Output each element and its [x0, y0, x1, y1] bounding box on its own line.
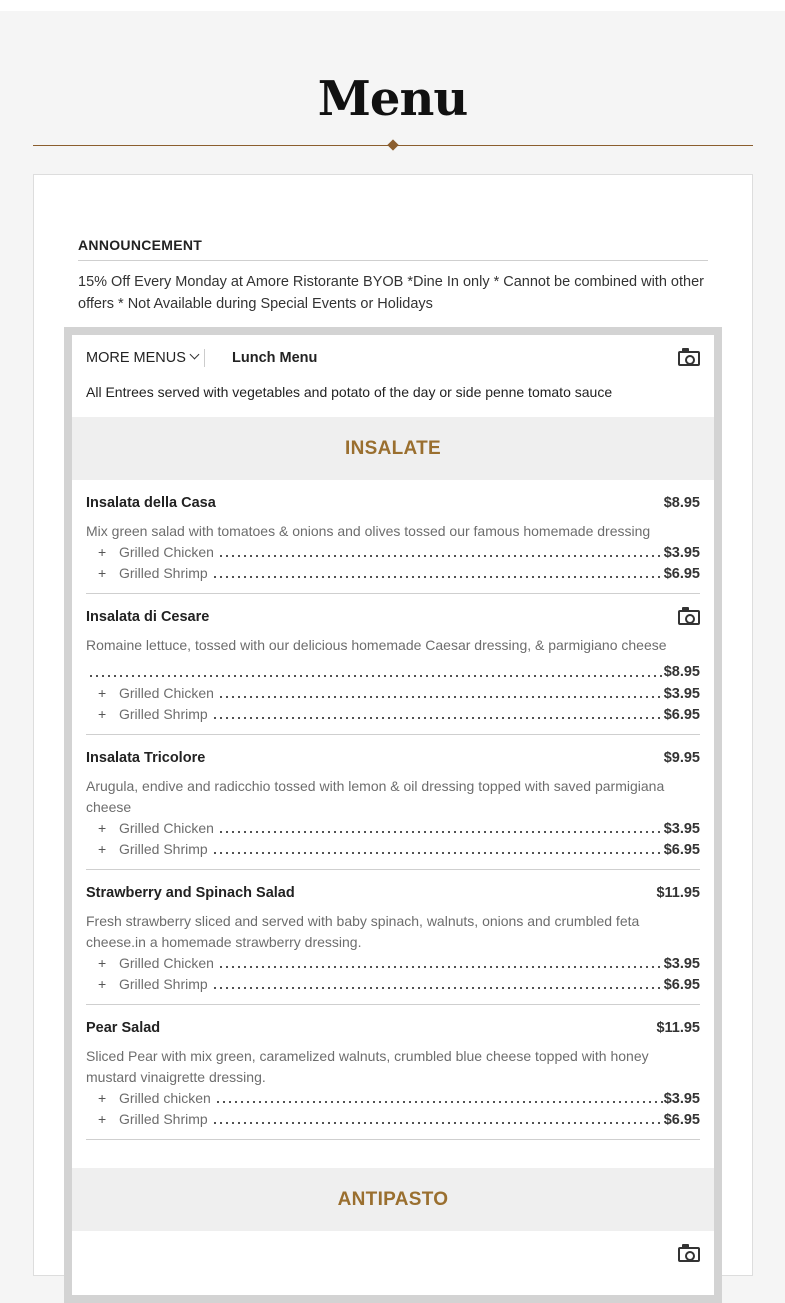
menu-item	[86, 735, 700, 870]
addon-price: $6.95	[663, 842, 700, 858]
title-divider	[33, 145, 753, 146]
item-description: Sliced Pear with mix green, caramelized walnuts, crumbled blue cheese topped with honey mustard vinaigrette dressing.	[86, 1048, 649, 1085]
menu-frame	[64, 327, 722, 1303]
dot-leader	[212, 982, 663, 994]
addon-name: Grilled Shrimp	[119, 1111, 208, 1127]
addon-price: $3.95	[663, 956, 700, 972]
menu-header	[72, 335, 714, 381]
item-price: $8.95	[663, 664, 700, 680]
addon-row	[86, 542, 700, 563]
menu-note: All Entrees served with vegetables and potato of the day or side penne tomato sauce	[86, 384, 613, 400]
section-title-antipasto: ANTIPASTO	[72, 1168, 714, 1231]
menu-card	[33, 174, 753, 1276]
addon-name: Grilled Shrimp	[119, 841, 208, 857]
dot-leader	[212, 571, 663, 583]
plus-icon: +	[98, 706, 107, 722]
addon-name: Grilled Chicken	[119, 544, 214, 560]
dot-leader	[215, 1096, 663, 1108]
dot-leader	[218, 826, 663, 838]
dot-leader	[88, 670, 663, 682]
section-title-insalate: INSALATE	[72, 417, 714, 480]
item-name: Insalata di Cesare	[86, 609, 210, 625]
menu-item	[86, 870, 700, 1005]
camera-icon[interactable]	[678, 351, 700, 366]
menu-item	[86, 480, 700, 594]
addon-row	[86, 839, 700, 860]
addon-name: Grilled Chicken	[119, 685, 214, 701]
item-description: Romaine lettuce, tossed with our delicious homemade Caesar dressing, & parmigiano cheese	[86, 637, 667, 653]
menu-item	[86, 1005, 700, 1140]
menu-item	[86, 594, 700, 735]
addon-row	[86, 563, 700, 584]
addon-price: $3.95	[663, 821, 700, 837]
announcement-text: 15% Off Every Monday at Amore Ristorante BYOB *Dine In only * Cannot be combined with other offers * Not Available during Special Events or Holidays	[78, 274, 704, 312]
dot-leader	[218, 961, 663, 973]
addon-price: $6.95	[663, 566, 700, 582]
addon-name: Grilled Shrimp	[119, 565, 208, 581]
addon-row	[86, 683, 700, 704]
camera-icon[interactable]	[678, 1247, 700, 1262]
addon-name: Grilled Shrimp	[119, 706, 208, 722]
top-bar	[0, 0, 785, 11]
addon-price: $6.95	[663, 977, 700, 993]
plus-icon: +	[98, 544, 107, 560]
addon-name: Grilled Chicken	[119, 820, 214, 836]
item-price: $11.95	[656, 1020, 700, 1036]
dot-leader	[212, 847, 663, 859]
diamond-ornament-icon	[387, 139, 398, 150]
item-name: Insalata Tricolore	[86, 750, 206, 766]
item-description: Arugula, endive and radicchio tossed with lemon & oil dressing topped with saved parmigiana cheese	[86, 778, 665, 815]
dot-leader	[212, 1117, 663, 1129]
addon-price: $3.95	[663, 686, 700, 702]
item-description: Fresh strawberry sliced and served with baby spinach, walnuts, onions and crumbled feta cheese.in a homemade strawberry dressing.	[86, 913, 640, 950]
addon-row	[86, 704, 700, 725]
chevron-down-icon	[189, 350, 199, 360]
addon-name: Grilled Shrimp	[119, 976, 208, 992]
addon-row	[86, 974, 700, 995]
plus-icon: +	[98, 976, 107, 992]
addon-name: Grilled Chicken	[119, 955, 214, 971]
item-price: $8.95	[663, 495, 700, 511]
plus-icon: +	[98, 841, 107, 857]
price-row	[86, 662, 700, 683]
more-menus-label: MORE MENUS	[86, 350, 186, 366]
dot-leader	[218, 550, 663, 562]
addon-row	[86, 953, 700, 974]
plus-icon: +	[98, 955, 107, 971]
addon-price: $6.95	[663, 707, 700, 723]
addon-price: $3.95	[663, 545, 700, 561]
announcement-title: ANNOUNCEMENT	[78, 237, 708, 261]
item-price: $9.95	[663, 750, 700, 766]
item-price: $11.95	[656, 885, 700, 901]
plus-icon: +	[98, 565, 107, 581]
item-name: Insalata della Casa	[86, 495, 216, 511]
plus-icon: +	[98, 1090, 107, 1106]
camera-icon[interactable]	[678, 610, 700, 625]
item-name: Pear Salad	[86, 1020, 161, 1036]
addon-price: $6.95	[663, 1112, 700, 1128]
plus-icon: +	[98, 1111, 107, 1127]
addon-row	[86, 1088, 700, 1109]
plus-icon: +	[98, 820, 107, 836]
dot-leader	[212, 712, 663, 724]
item-description: Mix green salad with tomatoes & onions and olives tossed our famous homemade dressing	[86, 523, 651, 539]
page-title: Menu	[317, 71, 468, 127]
addon-name: Grilled chicken	[119, 1090, 211, 1106]
addon-row	[86, 818, 700, 839]
active-menu-title: Lunch Menu	[232, 350, 318, 366]
addon-row	[86, 1109, 700, 1130]
plus-icon: +	[98, 685, 107, 701]
addon-price: $3.95	[663, 1091, 700, 1107]
announcement	[78, 237, 708, 315]
item-name: Strawberry and Spinach Salad	[86, 885, 295, 901]
dot-leader	[218, 691, 663, 703]
more-menus-dropdown[interactable]	[86, 349, 205, 367]
